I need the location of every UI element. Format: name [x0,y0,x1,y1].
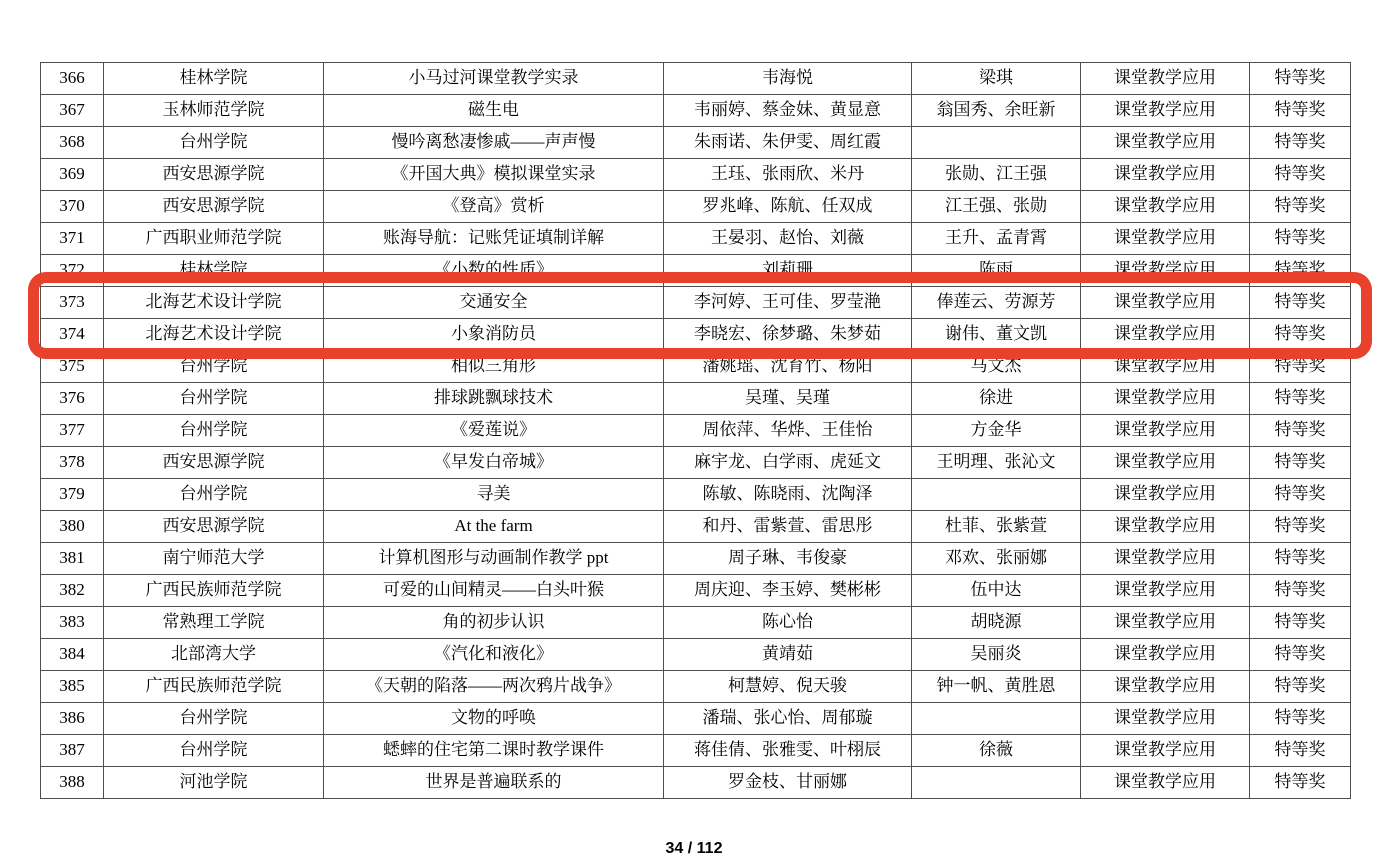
cell-award: 特等奖 [1250,255,1351,287]
cell-institution: 台州学院 [104,479,324,511]
cell-advisors: 方金华 [912,415,1081,447]
cell-advisors: 王升、孟青霄 [912,223,1081,255]
cell-seq: 377 [41,415,104,447]
cell-award: 特等奖 [1250,351,1351,383]
cell-title: 《天朝的陷落——两次鸦片战争》 [324,671,664,703]
cell-award: 特等奖 [1250,383,1351,415]
cell-advisors: 谢伟、董文凯 [912,319,1081,351]
cell-institution: 河池学院 [104,767,324,799]
cell-category: 课堂教学应用 [1081,639,1250,671]
cell-title: 磁生电 [324,95,664,127]
cell-category: 课堂教学应用 [1081,383,1250,415]
cell-authors: 韦海悦 [664,63,912,95]
cell-advisors: 伍中达 [912,575,1081,607]
cell-title: 寻美 [324,479,664,511]
cell-institution: 台州学院 [104,415,324,447]
cell-title: 角的初步认识 [324,607,664,639]
table-row [41,511,1351,543]
table-row [41,575,1351,607]
table-row [41,191,1351,223]
cell-institution: 常熟理工学院 [104,607,324,639]
cell-advisors: 江王强、张勋 [912,191,1081,223]
cell-category: 课堂教学应用 [1081,671,1250,703]
cell-category: 课堂教学应用 [1081,223,1250,255]
cell-award: 特等奖 [1250,319,1351,351]
cell-seq: 387 [41,735,104,767]
cell-advisors: 翁国秀、余旺新 [912,95,1081,127]
cell-award: 特等奖 [1250,543,1351,575]
cell-seq: 373 [41,287,104,319]
cell-advisors: 俸莲云、劳源芳 [912,287,1081,319]
cell-institution: 台州学院 [104,351,324,383]
cell-seq: 380 [41,511,104,543]
cell-seq: 368 [41,127,104,159]
cell-title: 交通安全 [324,287,664,319]
cell-seq: 384 [41,639,104,671]
cell-seq: 383 [41,607,104,639]
table-row [41,415,1351,447]
cell-institution: 台州学院 [104,383,324,415]
cell-title: 蟋蟀的住宅第二课时教学课件 [324,735,664,767]
cell-institution: 西安思源学院 [104,511,324,543]
cell-category: 课堂教学应用 [1081,127,1250,159]
cell-institution: 广西民族师范学院 [104,575,324,607]
table-row [41,607,1351,639]
cell-institution: 玉林师范学院 [104,95,324,127]
cell-advisors: 马文杰 [912,351,1081,383]
cell-seq: 372 [41,255,104,287]
cell-authors: 周依萍、华烨、王佳怡 [664,415,912,447]
cell-title: 《汽化和液化》 [324,639,664,671]
cell-seq: 370 [41,191,104,223]
cell-category: 课堂教学应用 [1081,415,1250,447]
cell-award: 特等奖 [1250,287,1351,319]
cell-award: 特等奖 [1250,767,1351,799]
table-row [41,447,1351,479]
cell-title: 账海导航：记账凭证填制详解 [324,223,664,255]
cell-institution: 北海艺术设计学院 [104,287,324,319]
cell-award: 特等奖 [1250,479,1351,511]
cell-title: 计算机图形与动画制作教学 ppt [324,543,664,575]
cell-award: 特等奖 [1250,671,1351,703]
cell-award: 特等奖 [1250,447,1351,479]
page-number-indicator: 34 / 112 [665,840,723,857]
table-row [41,127,1351,159]
cell-institution: 西安思源学院 [104,159,324,191]
table-row [41,255,1351,287]
table-row [41,479,1351,511]
cell-category: 课堂教学应用 [1081,511,1250,543]
awards-table [40,62,1351,799]
cell-seq: 382 [41,575,104,607]
cell-award: 特等奖 [1250,159,1351,191]
cell-authors: 罗兆峰、陈航、任双成 [664,191,912,223]
cell-authors: 王珏、张雨欣、米丹 [664,159,912,191]
cell-institution: 桂林学院 [104,255,324,287]
cell-award: 特等奖 [1250,575,1351,607]
cell-advisors [912,703,1081,735]
cell-authors: 刘莉珊 [664,255,912,287]
table-row [41,671,1351,703]
cell-category: 课堂教学应用 [1081,767,1250,799]
cell-title: 可爱的山间精灵——白头叶猴 [324,575,664,607]
cell-category: 课堂教学应用 [1081,479,1250,511]
cell-advisors: 钟一帆、黄胜恩 [912,671,1081,703]
cell-institution: 广西职业师范学院 [104,223,324,255]
cell-authors: 柯慧婷、倪天骏 [664,671,912,703]
cell-award: 特等奖 [1250,511,1351,543]
cell-title: 排球跳飘球技术 [324,383,664,415]
cell-award: 特等奖 [1250,639,1351,671]
cell-category: 课堂教学应用 [1081,319,1250,351]
cell-award: 特等奖 [1250,95,1351,127]
cell-authors: 潘姚瑶、沈育竹、杨阳 [664,351,912,383]
cell-authors: 朱雨诺、朱伊雯、周红霞 [664,127,912,159]
table-row [41,159,1351,191]
table-row [41,767,1351,799]
cell-category: 课堂教学应用 [1081,255,1250,287]
cell-advisors: 吴丽炎 [912,639,1081,671]
cell-title: 《开国大典》模拟课堂实录 [324,159,664,191]
cell-authors: 周庆迎、李玉婷、樊彬彬 [664,575,912,607]
cell-institution: 台州学院 [104,127,324,159]
cell-title: 小象消防员 [324,319,664,351]
cell-seq: 388 [41,767,104,799]
cell-authors: 陈敏、陈晓雨、沈陶泽 [664,479,912,511]
cell-title: At the farm [324,511,664,543]
cell-award: 特等奖 [1250,703,1351,735]
cell-institution: 西安思源学院 [104,191,324,223]
table-row [41,639,1351,671]
cell-authors: 吴瑾、吴瑾 [664,383,912,415]
cell-authors: 韦丽婷、蔡金妹、黄显意 [664,95,912,127]
cell-category: 课堂教学应用 [1081,191,1250,223]
table-row [41,95,1351,127]
awards-table-body [41,63,1351,799]
cell-institution: 台州学院 [104,735,324,767]
table-row [41,543,1351,575]
cell-authors: 麻宇龙、白学雨、虎延文 [664,447,912,479]
cell-seq: 376 [41,383,104,415]
cell-institution: 台州学院 [104,703,324,735]
cell-seq: 369 [41,159,104,191]
cell-authors: 黄靖茹 [664,639,912,671]
cell-advisors [912,767,1081,799]
cell-category: 课堂教学应用 [1081,351,1250,383]
cell-seq: 385 [41,671,104,703]
cell-institution: 桂林学院 [104,63,324,95]
cell-institution: 西安思源学院 [104,447,324,479]
cell-seq: 378 [41,447,104,479]
cell-award: 特等奖 [1250,735,1351,767]
table-row [41,223,1351,255]
cell-seq: 367 [41,95,104,127]
cell-category: 课堂教学应用 [1081,447,1250,479]
cell-advisors: 杜菲、张紫萱 [912,511,1081,543]
cell-award: 特等奖 [1250,415,1351,447]
cell-advisors: 徐进 [912,383,1081,415]
table-row [41,703,1351,735]
table-row [41,287,1351,319]
cell-seq: 366 [41,63,104,95]
cell-authors: 潘瑞、张心怡、周郁璇 [664,703,912,735]
cell-award: 特等奖 [1250,607,1351,639]
cell-category: 课堂教学应用 [1081,63,1250,95]
cell-authors: 罗金枝、甘丽娜 [664,767,912,799]
cell-title: 慢吟离愁凄惨戚——声声慢 [324,127,664,159]
table-row [41,351,1351,383]
cell-category: 课堂教学应用 [1081,703,1250,735]
cell-award: 特等奖 [1250,63,1351,95]
cell-category: 课堂教学应用 [1081,543,1250,575]
cell-title: 《爱莲说》 [324,415,664,447]
cell-seq: 381 [41,543,104,575]
cell-category: 课堂教学应用 [1081,95,1250,127]
cell-advisors [912,479,1081,511]
cell-category: 课堂教学应用 [1081,575,1250,607]
cell-award: 特等奖 [1250,223,1351,255]
cell-seq: 379 [41,479,104,511]
cell-advisors: 陈雨 [912,255,1081,287]
cell-authors: 蒋佳倩、张雅雯、叶栩辰 [664,735,912,767]
cell-award: 特等奖 [1250,191,1351,223]
cell-title: 《早发白帝城》 [324,447,664,479]
cell-seq: 386 [41,703,104,735]
cell-advisors: 徐薇 [912,735,1081,767]
cell-advisors [912,127,1081,159]
cell-authors: 李河婷、王可佳、罗莹滟 [664,287,912,319]
cell-award: 特等奖 [1250,127,1351,159]
cell-authors: 陈心怡 [664,607,912,639]
cell-institution: 广西民族师范学院 [104,671,324,703]
cell-authors: 和丹、雷紫萱、雷思彤 [664,511,912,543]
cell-institution: 北海艺术设计学院 [104,319,324,351]
cell-category: 课堂教学应用 [1081,607,1250,639]
cell-seq: 374 [41,319,104,351]
cell-category: 课堂教学应用 [1081,159,1250,191]
table-row [41,735,1351,767]
cell-category: 课堂教学应用 [1081,287,1250,319]
cell-authors: 周子琳、韦俊豪 [664,543,912,575]
cell-category: 课堂教学应用 [1081,735,1250,767]
cell-seq: 375 [41,351,104,383]
cell-authors: 李晓宏、徐梦璐、朱梦茹 [664,319,912,351]
cell-title: 小马过河课堂教学实录 [324,63,664,95]
cell-advisors: 邓欢、张丽娜 [912,543,1081,575]
cell-institution: 北部湾大学 [104,639,324,671]
cell-authors: 王晏羽、赵怡、刘薇 [664,223,912,255]
table-row [41,383,1351,415]
cell-advisors: 王明理、张沁文 [912,447,1081,479]
table-row [41,63,1351,95]
cell-title: 《小数的性质》 [324,255,664,287]
cell-title: 相似三角形 [324,351,664,383]
cell-institution: 南宁师范大学 [104,543,324,575]
cell-title: 《登高》赏析 [324,191,664,223]
table-row [41,319,1351,351]
cell-advisors: 胡晓源 [912,607,1081,639]
cell-advisors: 张勋、江王强 [912,159,1081,191]
cell-advisors: 梁琪 [912,63,1081,95]
cell-seq: 371 [41,223,104,255]
cell-title: 文物的呼唤 [324,703,664,735]
cell-title: 世界是普遍联系的 [324,767,664,799]
